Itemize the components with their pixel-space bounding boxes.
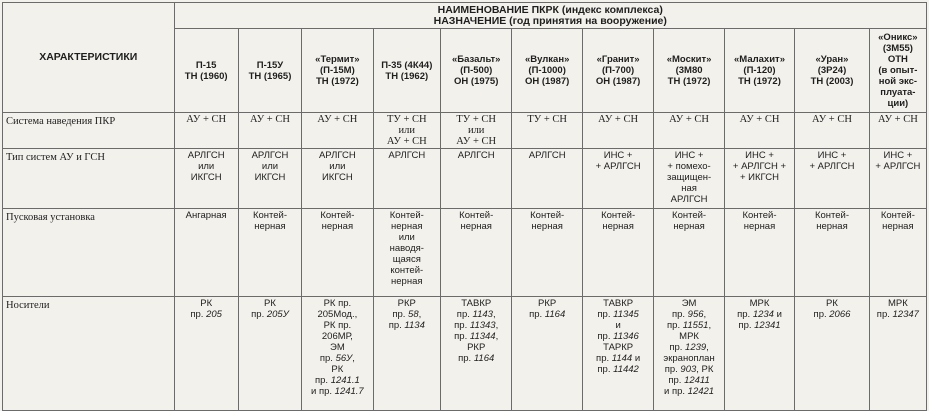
- cell-line: Контей-: [320, 210, 355, 221]
- table-cell: [302, 113, 373, 149]
- table-cell: [373, 297, 440, 411]
- table-cell: [724, 209, 794, 297]
- cell-line: АУ + СН: [317, 114, 358, 125]
- column-index: (П-1000): [528, 65, 566, 76]
- title-line-2: НАЗНАЧЕНИЕ (год принятия на вооружение): [433, 15, 667, 27]
- cell-line: Контей-: [814, 210, 850, 221]
- cell-line: РК: [264, 298, 276, 309]
- column-header: [512, 29, 582, 113]
- cell-line: нерная: [531, 221, 563, 232]
- cell-line: + АРЛГСН: [595, 161, 641, 172]
- cell-line: АРЛГСН: [457, 150, 495, 161]
- table-cell: [440, 297, 511, 411]
- cell-line: экраноплан: [663, 353, 715, 364]
- column-name: «Вулкан»: [524, 54, 570, 65]
- cell-line: АРЛГСН: [528, 150, 566, 161]
- row-label: Тип систем АУ и ГСН: [3, 149, 175, 209]
- table-cell: [302, 297, 373, 411]
- table-cell: [512, 297, 582, 411]
- table-cell: [373, 209, 440, 297]
- table-cell: [440, 113, 511, 149]
- table-cell: [174, 113, 238, 149]
- cell-line: пр. 1164: [529, 309, 566, 320]
- cell-line: или: [398, 232, 415, 243]
- column-name: «Гранит»: [596, 54, 640, 65]
- table-cell: [582, 209, 653, 297]
- cell-line: РК пр.: [323, 320, 352, 331]
- cell-line: нерная: [460, 221, 492, 232]
- column-name: П-15У: [256, 59, 284, 71]
- table-cell: [174, 149, 238, 209]
- column-service: ОТН: [887, 54, 908, 65]
- cell-line: пр. 956,: [671, 309, 707, 320]
- cell-line: + АРЛГСН: [809, 161, 855, 172]
- cell-line: наводя-: [389, 243, 424, 254]
- table-cell: [582, 149, 653, 209]
- table-cell: [302, 209, 373, 297]
- cell-line: АРЛГСН: [670, 194, 708, 205]
- table-cell: [238, 149, 301, 209]
- table-cell: [238, 113, 301, 149]
- column-name: «Уран»: [815, 54, 849, 65]
- cell-line: пр. 1144 и: [596, 353, 641, 364]
- table-cell: [869, 113, 926, 149]
- carriers-row: [3, 297, 927, 411]
- cell-line: ИНС +: [817, 150, 847, 161]
- cell-line: нерная: [743, 221, 776, 232]
- guidance-row: [3, 113, 927, 149]
- table-cell: [654, 209, 724, 297]
- cell-line: МРК: [887, 298, 908, 309]
- cell-line: контей-: [390, 265, 424, 276]
- table-cell: [440, 149, 511, 209]
- row-label: Носители: [3, 297, 175, 411]
- cell-line: или: [467, 125, 485, 136]
- column-service: ТН (1960): [184, 70, 228, 82]
- cell-line: Контей-: [601, 210, 636, 221]
- cell-line: ТУ + СН: [386, 114, 427, 125]
- column-note-line: плуата-: [880, 87, 916, 98]
- column-name: «Термит»: [315, 54, 360, 65]
- cell-line: ТАВКР: [603, 298, 634, 309]
- column-service: ТН (2003): [810, 76, 854, 87]
- cell-line: РК: [331, 364, 344, 375]
- cell-line: ИКГСН: [254, 172, 286, 183]
- cell-line: нерная: [391, 276, 423, 287]
- column-header: [869, 29, 926, 113]
- cell-line: Контей-: [389, 210, 424, 221]
- cell-line: пр. 12411: [668, 375, 710, 386]
- cell-line: АУ + СН: [250, 114, 290, 125]
- cell-line: пр. 1234 и: [737, 309, 782, 320]
- table-cell: [654, 149, 724, 209]
- table-cell: [654, 113, 724, 149]
- cell-line: нерная: [321, 221, 354, 232]
- table-cell: [440, 209, 511, 297]
- row-label: Пусковая установка: [3, 209, 175, 297]
- table-cell: [373, 149, 440, 209]
- column-header: [440, 29, 511, 113]
- cell-line: или: [329, 161, 346, 172]
- column-header: [724, 29, 794, 113]
- column-index: (П-15М): [319, 65, 355, 76]
- column-note-line: ной экс-: [878, 76, 918, 87]
- cell-line: пр. 11344,: [454, 331, 499, 342]
- cell-line: ИНС +: [745, 150, 774, 161]
- cell-line: пр. 205: [190, 309, 222, 320]
- cell-line: ИНС +: [603, 150, 633, 161]
- column-name: «Оникс»: [878, 32, 918, 43]
- table-cell: [174, 297, 238, 411]
- cell-line: нерная: [882, 221, 914, 232]
- cell-line: АУ + СН: [598, 114, 639, 125]
- column-name: П-35 (4К44): [381, 59, 433, 71]
- cell-line: + АРЛГСН +: [732, 161, 787, 172]
- column-note-line: ции): [887, 98, 909, 109]
- column-name: «Москит»: [666, 54, 712, 65]
- column-note-line: (в опыт-: [878, 65, 918, 76]
- cell-line: пр. 1143,: [456, 309, 496, 320]
- cell-line: АРЛГСН: [187, 150, 225, 161]
- cell-line: АРЛГСН: [251, 150, 289, 161]
- cell-line: ТУ + СН: [527, 114, 567, 125]
- cell-line: пр. 205У: [251, 309, 289, 320]
- column-name: П-15: [195, 59, 217, 71]
- column-header: [174, 29, 238, 113]
- table-cell: [302, 149, 373, 209]
- table-cell: [582, 297, 653, 411]
- column-index: (3Р24): [817, 65, 847, 76]
- cell-line: пр. 11345: [597, 309, 639, 320]
- cell-line: или: [261, 161, 279, 172]
- column-service: ОН (1975): [454, 76, 499, 87]
- table-cell: [654, 297, 724, 411]
- column-service: ТН (1972): [667, 76, 711, 87]
- cell-line: нерная: [254, 221, 286, 232]
- column-name: «Малахит»: [734, 54, 785, 65]
- cell-line: ИКГСН: [321, 172, 353, 183]
- cell-line: ИНС +: [674, 150, 704, 161]
- cell-line: и пр. 1241.7: [311, 386, 364, 397]
- cell-line: пр. 11346: [597, 331, 639, 342]
- cell-line: или: [398, 125, 416, 136]
- cell-line: Контей-: [880, 210, 915, 221]
- cell-line: нерная: [673, 221, 705, 232]
- table-cell: [174, 209, 238, 297]
- characteristics-header: ХАРАКТЕРИСТИКИ: [3, 3, 175, 113]
- cell-line: РКР: [467, 342, 486, 353]
- cell-line: ТУ + СН: [456, 114, 496, 125]
- cell-line: Контей-: [530, 210, 565, 221]
- cell-line: пр. 903, РК: [664, 364, 714, 375]
- table-title: [174, 3, 926, 29]
- table-cell: [724, 297, 794, 411]
- table-cell: [795, 297, 870, 411]
- table-cell: [512, 209, 582, 297]
- column-service: ОН (1987): [595, 76, 641, 87]
- cell-line: АУ + СН: [669, 114, 709, 125]
- cell-line: пр. 12347: [876, 309, 919, 320]
- table-cell: [869, 209, 926, 297]
- cell-line: пр. 11551,: [667, 320, 712, 331]
- cell-line: ная: [681, 183, 697, 194]
- cell-line: ЭМ: [681, 298, 697, 309]
- table-cell: [795, 113, 870, 149]
- cell-line: РКР: [538, 298, 557, 309]
- column-header: [654, 29, 724, 113]
- cell-line: АУ + СН: [812, 114, 852, 125]
- cell-line: пр. 1134: [388, 320, 425, 331]
- cell-line: Контей-: [742, 210, 777, 221]
- cell-line: и: [615, 320, 621, 331]
- cell-line: РК: [200, 298, 213, 309]
- column-header: [795, 29, 870, 113]
- table-cell: [238, 297, 301, 411]
- cell-line: ТАВКР: [461, 298, 492, 309]
- cell-line: РК: [826, 298, 838, 309]
- column-header: [302, 29, 373, 113]
- row-label: Система наведения ПКР: [3, 113, 175, 149]
- column-index: (3М80: [675, 65, 703, 76]
- cell-line: защищен-: [666, 172, 712, 183]
- cell-line: МРК: [749, 298, 770, 309]
- cell-line: или: [198, 161, 215, 172]
- column-name: «Базальт»: [452, 54, 501, 65]
- table-cell: [795, 209, 870, 297]
- cell-line: пр. 2066: [813, 309, 851, 320]
- table-cell: [724, 149, 794, 209]
- cell-line: ИКГСН: [190, 172, 222, 183]
- cell-line: Контей-: [252, 210, 287, 221]
- cell-line: ЭМ: [329, 342, 345, 353]
- title-line-1: НАИМЕНОВАНИЕ ПКРК (индекс комплекса): [437, 4, 663, 16]
- cell-line: пр. 1164: [458, 353, 495, 364]
- cell-line: нерная: [602, 221, 634, 232]
- table-cell: [724, 113, 794, 149]
- table-cell: [512, 113, 582, 149]
- launcher-row: [3, 209, 927, 297]
- table-cell: [512, 149, 582, 209]
- cell-line: + ИКГСН: [740, 172, 779, 183]
- table-cell: [869, 297, 926, 411]
- column-header: [582, 29, 653, 113]
- column-service: ТН (1972): [315, 76, 359, 87]
- seeker-row: [3, 149, 927, 209]
- cell-line: пр. 11442: [597, 364, 639, 375]
- table-cell: [582, 113, 653, 149]
- table-cell: [238, 209, 301, 297]
- cell-line: Контей-: [672, 210, 707, 221]
- column-service: ТН (1972): [738, 76, 781, 87]
- table-cell: [373, 113, 440, 149]
- column-index: (П-700): [602, 65, 635, 76]
- cell-line: пр. 12341: [738, 320, 781, 331]
- cell-line: Контей-: [459, 210, 494, 221]
- cell-line: РК пр.: [323, 298, 352, 309]
- cell-line: ИНС +: [883, 150, 913, 161]
- cell-line: АУ + СН: [386, 136, 427, 147]
- missile-characteristics-table: [2, 2, 927, 411]
- cell-line: + помехо-: [667, 161, 711, 172]
- cell-line: РКР: [397, 298, 416, 309]
- column-service: ТН (1965): [248, 70, 292, 82]
- cell-line: АРЛГСН: [318, 150, 356, 161]
- cell-line: пр. 1239,: [669, 342, 709, 353]
- cell-line: 206МР,: [321, 331, 353, 342]
- column-header: [373, 29, 440, 113]
- cell-line: АУ + СН: [456, 136, 497, 147]
- cell-line: нерная: [816, 221, 848, 232]
- cell-line: МРК: [679, 331, 699, 342]
- cell-line: Ангарная: [185, 210, 227, 221]
- cell-line: и пр. 12421: [664, 386, 715, 397]
- cell-line: АРЛГСН: [388, 150, 426, 161]
- cell-line: нерная: [391, 221, 423, 232]
- cell-line: АУ + СН: [877, 114, 918, 125]
- cell-line: АУ + СН: [186, 114, 227, 125]
- cell-line: щаяся: [392, 254, 421, 265]
- cell-line: пр. 56У,: [319, 353, 355, 364]
- cell-line: пр. 1241.1: [314, 375, 360, 386]
- column-index: (3М55): [882, 43, 913, 54]
- cell-line: пр. 11343,: [454, 320, 499, 331]
- column-index: (П-120): [743, 65, 776, 76]
- cell-line: пр. 58,: [392, 309, 422, 320]
- column-index: (П-500): [460, 65, 493, 76]
- column-service: ОН (1987): [524, 76, 570, 87]
- column-header: [238, 29, 301, 113]
- cell-line: АУ + СН: [739, 114, 780, 125]
- table-cell: [795, 149, 870, 209]
- column-service: ТН (1962): [385, 70, 429, 82]
- cell-line: + АРЛГСН: [875, 161, 921, 172]
- cell-line: ТАРКР: [603, 342, 634, 353]
- table-cell: [869, 149, 926, 209]
- cell-line: 205Мод.,: [317, 309, 358, 320]
